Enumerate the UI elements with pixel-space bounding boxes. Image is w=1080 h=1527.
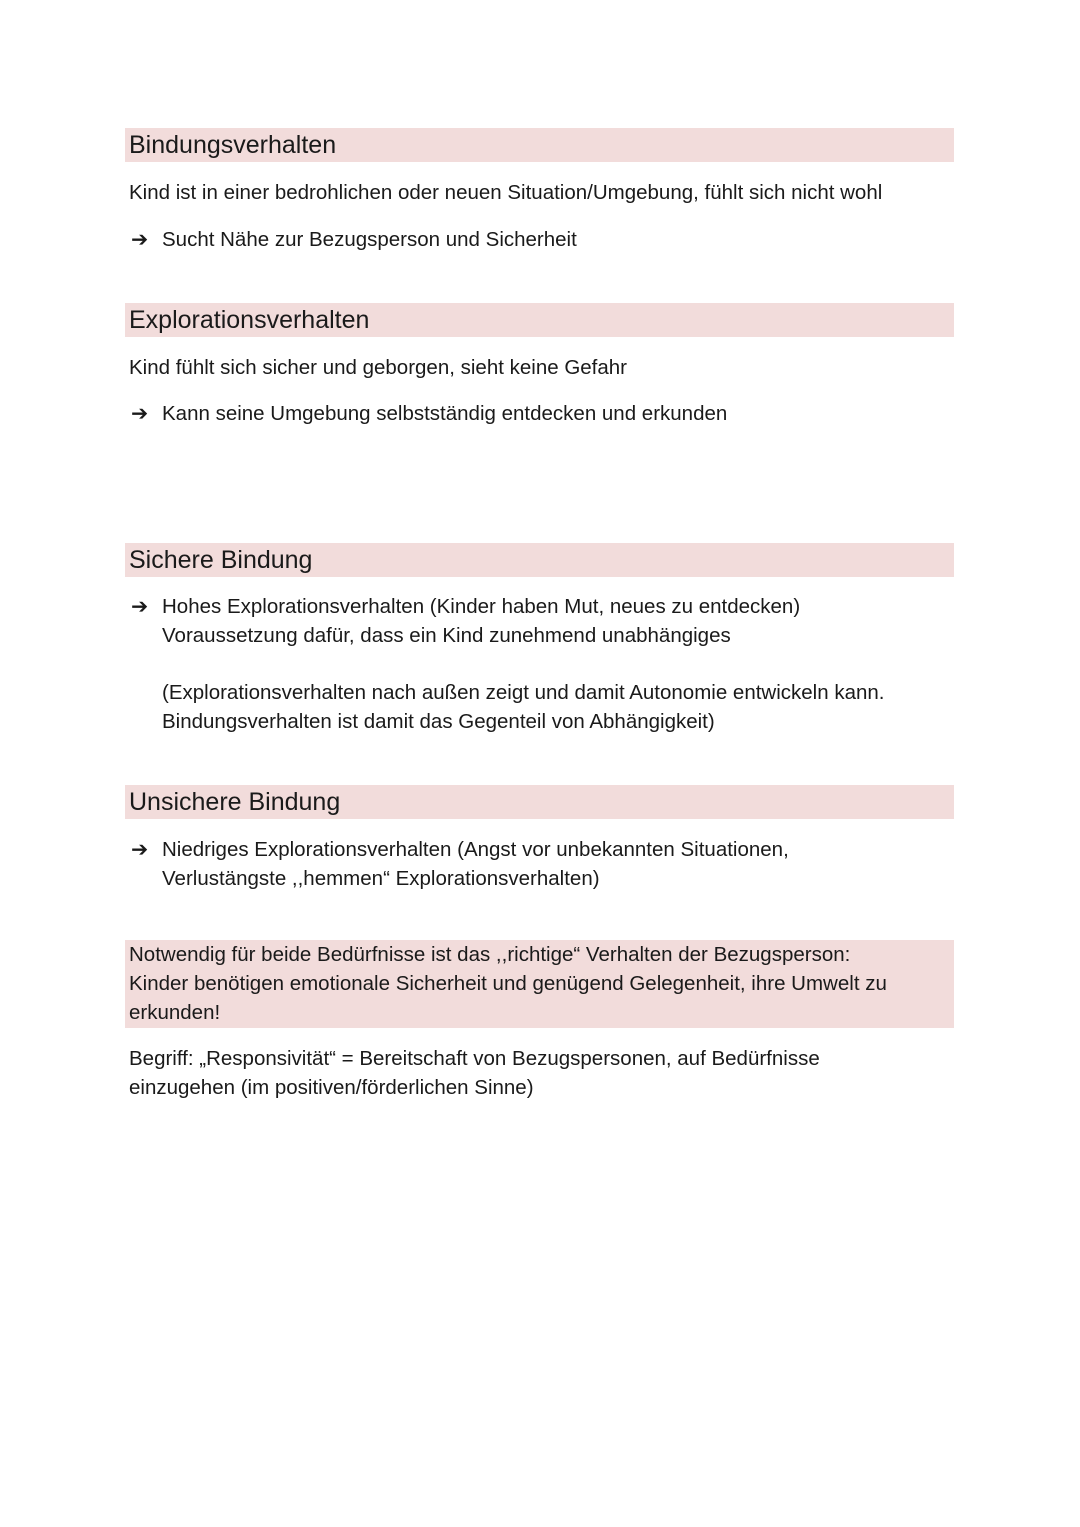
sichere-bindung-line4: Bindungsverhalten ist damit das Gegenteil von Abhängigkeit) — [162, 710, 715, 733]
explorationsverhalten-consequence-text: Kann seine Umgebung selbstständig entdecken und erkunden — [162, 402, 728, 425]
arrow-right-icon: ➔ — [131, 595, 149, 618]
definition-line2: einzugehen (im positiven/förderlichen Sinne) — [129, 1076, 534, 1099]
note-line3: erkunden! — [129, 1001, 221, 1024]
arrow-right-icon: ➔ — [131, 402, 149, 425]
heading-explorationsverhalten: Explorationsverhalten — [125, 303, 954, 337]
heading-bindungsverhalten: Bindungsverhalten — [125, 128, 954, 162]
bindungsverhalten-consequence-text: Sucht Nähe zur Bezugsperson und Sicherheit — [162, 228, 577, 251]
arrow-right-icon: ➔ — [131, 838, 149, 861]
arrow-right-icon: ➔ — [131, 228, 149, 251]
unsichere-bindung-line2: Verlustängste ,,hemmen“ Explorationsverhalten) — [162, 867, 600, 890]
unsichere-bindung-line1: Niedriges Explorationsverhalten (Angst vor unbekannten Situationen, — [162, 838, 789, 861]
explorationsverhalten-description: Kind fühlt sich sicher und geborgen, sieht keine Gefahr — [129, 356, 627, 379]
sichere-bindung-line3: (Explorationsverhalten nach außen zeigt und damit Autonomie entwickeln kann. — [162, 681, 885, 704]
heading-sichere-bindung: Sichere Bindung — [125, 543, 954, 577]
sichere-bindung-line1: Hohes Explorationsverhalten (Kinder haben Mut, neues zu entdecken) — [162, 595, 801, 618]
definition-line1: Begriff: „Responsivität“ = Bereitschaft von Bezugspersonen, auf Bedürfnisse — [129, 1047, 820, 1070]
highlighted-note — [125, 940, 954, 1028]
bindungsverhalten-description: Kind ist in einer bedrohlichen oder neuen Situation/Umgebung, fühlt sich nicht wohl — [129, 181, 883, 204]
note-line2: Kinder benötigen emotionale Sicherheit und genügend Gelegenheit, ihre Umwelt zu — [129, 972, 887, 995]
sichere-bindung-line2: Voraussetzung dafür, dass ein Kind zunehmend unabhängiges — [162, 624, 731, 647]
note-line1: Notwendig für beide Bedürfnisse ist das ,,richtige“ Verhalten der Bezugsperson: — [129, 943, 851, 966]
heading-unsichere-bindung: Unsichere Bindung — [125, 785, 954, 819]
